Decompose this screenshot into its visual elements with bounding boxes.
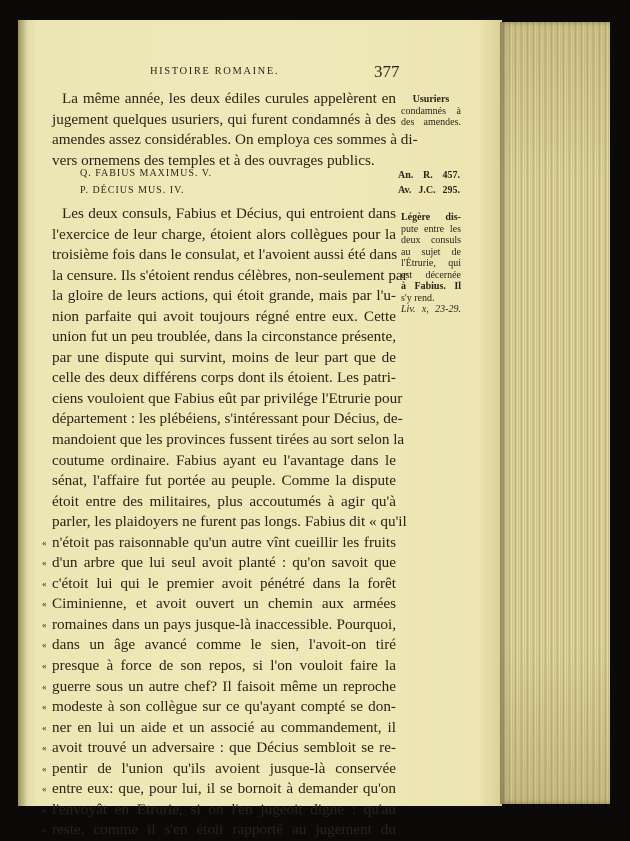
text-line: sénat, l'affaire fut portée au peuple. Comme la dispute [52,472,396,490]
paragraph-1 [52,89,418,171]
quoted-line: « l'envoyât en Etrurie, si on l'en jugeoit digne : qu'au [52,800,396,821]
quoted-line: « presque à force de son repos, si l'on vouloit faire la [52,656,396,677]
date-note [398,168,460,198]
date-bc: Av. J.C. 295. [398,185,460,196]
margin-line: pute entre les [401,223,461,235]
margin-note-dispute [401,212,461,316]
margin-line: deux consuls [401,235,461,246]
margin-line: au sujet de [401,246,461,258]
text-line: par une dispute qui survint, moins de leur part que de [52,348,396,366]
margin-line: s'y rend. [401,292,435,304]
date-rome: An. R. 457. [398,170,460,181]
text-line: La même année, les deux édiles curules appelèrent en [62,90,396,107]
text-line: celle des deux différens corps dont ils étoient. Les patri- [52,369,396,387]
margin-line: Liv. x, 23-29. [401,304,461,315]
text-line: jugement quelques usuriers, qui furent condamnés à des [52,110,396,128]
quoted-line: « Ciminienne, et avoit ouvert un chemin aux armées [52,594,396,615]
running-head: HISTOIRE ROMAINE. [150,66,280,77]
consul: Q. FABIUS MAXIMUS. V. [80,168,213,179]
page-edges [500,22,610,804]
quoted-line: « n'étoit pas raisonnable qu'un autre vînt cueillir les fruits [52,533,396,554]
text-line: l'exercice de leur charge, étoient alors collègues pour la [52,225,396,243]
quoted-line: « avoit trouvé un adversaire : que Décius sembloit se re- [52,738,396,759]
quoted-line: « romaines dans un pays jusque-là inaccessible. Pourquoi, [52,615,396,636]
text-line: ciens vouloient que Fabius eût par privilége l'Etrurie pour [52,389,403,407]
text-line: la gloire de leurs actions, qui étoit grande, mais par l'u- [52,287,396,305]
margin-line: Usuriers [412,94,450,105]
text-line: union fut un peu troublée, dans la circonstance présente, [52,328,396,346]
text-line: Les deux consuls, Fabius et Décius, qui entroient dans [62,205,396,222]
quoted-line: « guerre sous un autre chef? Il faisoit même un reproche [52,677,396,698]
page-gutter [18,20,28,806]
margin-line: est décernée [401,269,461,281]
quoted-line: « c'étoit lui qui le premier avoit pénétré dans la forêt [52,574,396,595]
consuls-list [80,165,212,199]
quoted-line: « modeste à son collègue sur ce qu'ayant compté se don- [52,697,396,718]
text-line: vers ornemens des temples et à des ouvrages publics. [52,151,375,169]
quoted-line: « pentir de l'union qu'ils avoient jusque-là conservée [52,759,396,780]
margin-line: condamnés à [401,105,461,117]
text-line: la censure. Ils s'étoient rendus célèbres, non-seulement par [52,266,408,284]
page-number: 377 [374,62,400,81]
quoted-line: « d'un arbre que lui seul avoit planté : qu'on savoit que [52,553,396,574]
quoted-line: « ner en lui un aide et un associé au commandement, il [52,718,396,739]
consul: P. DÉCIUS MUS. IV. [80,185,185,196]
text-line: mandoient que les provinces fussent tirées au sort selon la [52,431,405,449]
text-line: étoit entre des militaires, plus accoutumés à agir qu'à [52,492,396,510]
quoted-line: « dans un âge avancé comme le sien, l'avoit-on tiré [52,635,396,656]
text-line: nion parfaite qui avoit toujours régné entre eux. Cette [52,307,396,325]
margin-line: à Fabius. Il [401,281,461,292]
text-line: coutume ordinaire. Fabius ayant eu l'avantage dans le [52,451,396,469]
text-line: troisième fois dans le consulat, et l'avoient aussi été dans [52,246,398,264]
margin-line: Légère dis- [401,212,461,223]
margin-line: des amendes. [401,117,461,128]
text-line: département : les plébéiens, s'intéressant pour Décius, de- [52,410,403,428]
margin-line: l'Étrurie, qui [401,258,461,269]
text-line: parler, les plaidoyers ne furent pas longs. Fabius dit « qu'il [52,513,407,531]
quoted-line: « reste, comme il s'en étoit rapporté au jugement du [52,820,396,841]
margin-note-usuriers [401,94,461,129]
quoted-line: « entre eux: que, pour lui, il se bornoit à demander qu'on [52,779,396,800]
paragraph-2 [52,204,408,841]
text-line: amendes assez considérables. On employa ces sommes à di- [52,131,418,149]
